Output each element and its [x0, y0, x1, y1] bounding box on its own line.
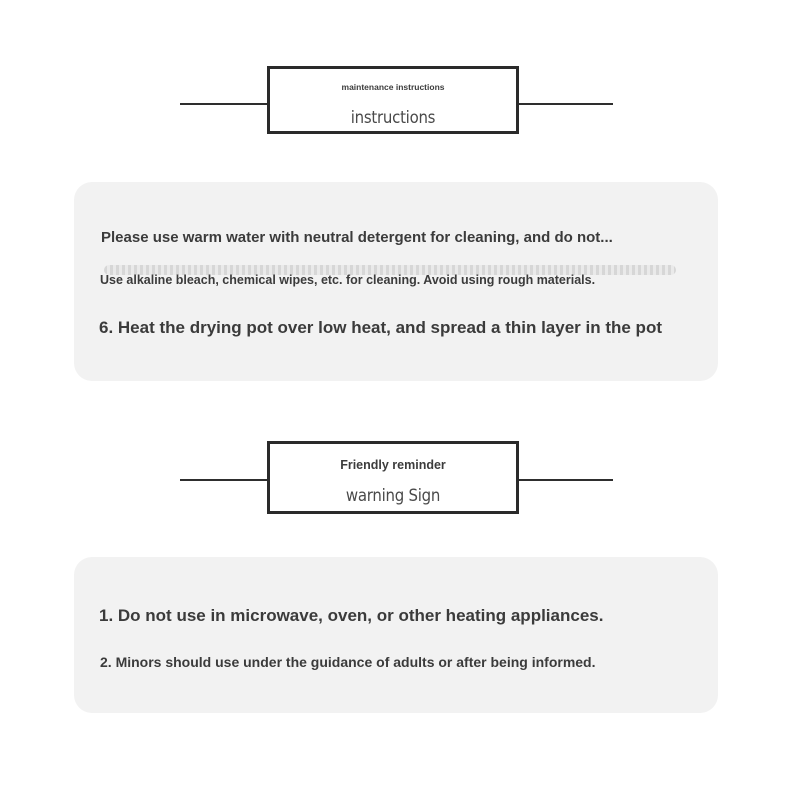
- header-rule-left: [180, 103, 267, 105]
- section-title-box-reminder: [267, 441, 519, 514]
- section-title-small: maintenance instructions: [341, 82, 445, 92]
- section-title-large: instructions: [350, 108, 436, 128]
- section-title-large: warning Sign: [345, 486, 441, 506]
- header-rule-right: [519, 103, 613, 105]
- section-title-box-maintenance: [267, 66, 519, 134]
- section-title-small: Friendly reminder: [340, 458, 446, 472]
- header-rule-left: [180, 479, 267, 481]
- header-rule-right: [519, 479, 613, 481]
- instruction-line-3: 6. Heat the drying pot over low heat, and spread a thin layer in the pot: [99, 318, 662, 337]
- warning-line-2: 2. Minors should use under the guidance of adults or after being informed.: [100, 654, 596, 670]
- warnings-panel: [74, 557, 718, 713]
- instruction-line-1: Please use warm water with neutral detergent for cleaning, and do not...: [101, 229, 613, 246]
- instruction-line-2: Use alkaline bleach, chemical wipes, etc. for cleaning. Avoid using rough materials.: [100, 273, 596, 287]
- warning-line-1: 1. Do not use in microwave, oven, or other heating appliances.: [99, 606, 604, 625]
